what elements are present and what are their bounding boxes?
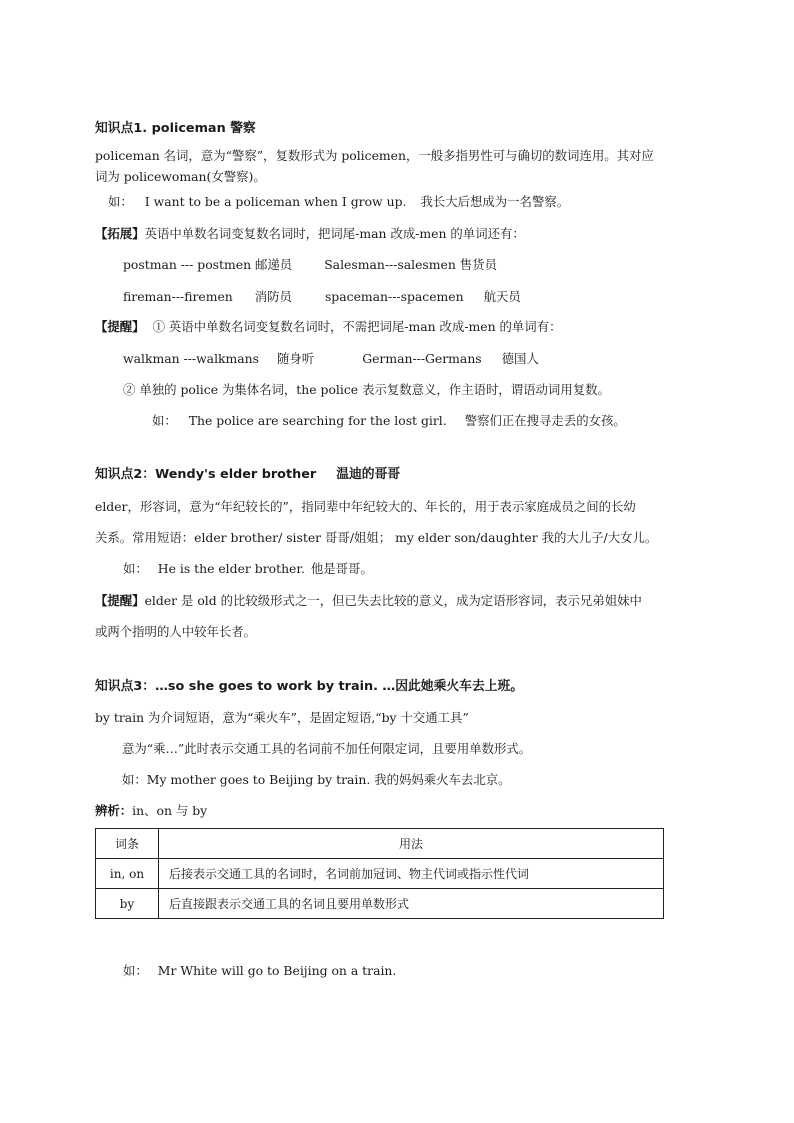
k2-example-en: He is the elder brother. — [157, 561, 305, 576]
pair-spaceman: spaceman---spacemen — [324, 289, 464, 304]
table-cell-usage: 后接表示交通工具的名词时，名词前加冠词、物主代词或指示性代词 — [159, 859, 664, 889]
k2-remind-tag: 【提醒】 — [95, 593, 145, 608]
k2-title — [95, 466, 400, 484]
k2-remind-text: elder 是 old 的比较级形式之一，但已失去比较的意义，成为定语形容词，表示兄弟姐妹中 — [144, 593, 642, 608]
k2-example — [123, 560, 373, 578]
k1-line2: 词为 policewoman(女警察)。 — [95, 169, 266, 184]
k1-pairs-row3 — [123, 350, 539, 368]
table-cell-term: by — [96, 889, 159, 919]
pair-fireman: fireman---firemen — [123, 289, 233, 304]
k3-compare — [95, 802, 207, 820]
pair-fireman-zh: 消防员 — [254, 289, 292, 304]
k1-example — [108, 193, 569, 211]
pair-postman: postman --- postmen 邮递员 — [123, 257, 293, 272]
k1-pairs-row1 — [123, 256, 497, 274]
pair-german-zh: 德国人 — [501, 351, 539, 366]
pair-german: German---Germans — [362, 351, 482, 366]
k1-expand — [95, 225, 525, 243]
pair-walkman-zh: 随身听 — [277, 351, 315, 366]
pair-salesman: Salesman---salesmen 售货员 — [324, 257, 497, 272]
example-zh: 我长大后想成为一名警察。 — [420, 194, 570, 209]
table-header-cell: 词条 — [96, 829, 159, 859]
k2-line1: elder，形容词，意为“年纪较长的”，指同辈中年纪较大的、年长的，用于表示家庭成员之间的长幼 — [95, 499, 636, 514]
k1-pairs-row2 — [123, 288, 521, 306]
table-cell-term: in, on — [96, 859, 159, 889]
k3-title: 知识点3：…so she goes to work by train. …因此她乘火车去上班。 — [95, 679, 524, 694]
remind-tag: 【提醒】 — [95, 319, 145, 334]
usage-table — [95, 828, 664, 919]
k3-example-text: My mother goes to Beijing by train. 我的妈妈乘火车去北京。 — [146, 772, 511, 787]
k2-line2: 关系。常用短语：elder brother/ sister 哥哥/姐姐； my elder son/daughter 我的大儿子/大女儿。 — [95, 530, 658, 545]
table-cell-usage: 后直接跟表示交通工具的名词且要用单数形式 — [159, 889, 664, 919]
table-header-row — [96, 829, 664, 859]
expand-tag: 【拓展】 — [95, 226, 145, 241]
k3-example-label: 如： — [122, 772, 147, 787]
pair-walkman: walkman ---walkmans — [123, 351, 260, 366]
k2-remind — [95, 592, 642, 610]
k1-example2 — [152, 412, 626, 430]
pair-spaceman-zh: 航天员 — [483, 289, 521, 304]
k1-line1: policeman 名词，意为“警察”，复数形式为 policemen，一般多指男性可与确切的数词连用。其对应 — [95, 148, 654, 163]
k1-title: 知识点1. policeman 警察 — [95, 121, 256, 136]
expand-text: 英语中单数名词变复数名词时，把词尾-man 改成-men 的单词还有： — [144, 226, 525, 241]
k2-title-zh: 温迪的哥哥 — [336, 467, 401, 482]
table-header-cell: 用法 — [159, 829, 664, 859]
compare-label: 辨析： — [95, 803, 133, 818]
example2-label: 如： — [152, 413, 177, 428]
example2-en: The police are searching for the lost girl. — [188, 413, 447, 428]
k2-example-zh: 他是哥哥。 — [310, 561, 373, 576]
k2-title-en: 知识点2：Wendy's elder brother — [95, 467, 317, 482]
k3-example2-label: 如： — [123, 963, 148, 978]
k3-line2: 意为“乘…”此时表示交通工具的名词前不加任何限定词，且要用单数形式。 — [122, 741, 532, 756]
k2-remind-line2: 或两个指明的人中较年长者。 — [95, 624, 257, 639]
k3-example2 — [123, 962, 396, 980]
k1-remind1 — [95, 318, 561, 336]
remind1-text: ① 英语中单数名词变复数名词时，不需把词尾-man 改成-men 的单词有： — [152, 319, 562, 334]
table-row — [96, 859, 664, 889]
compare-text: in、on 与 by — [132, 803, 208, 818]
k3-example — [122, 771, 511, 789]
k3-example2-text: Mr White will go to Beijing on a train. — [157, 963, 397, 978]
example-en: I want to be a policeman when I grow up. — [144, 194, 407, 209]
table-row — [96, 889, 664, 919]
k1-remind2: ② 单独的 police 为集体名词，the police 表示复数意义，作主语时，谓语动词用复数。 — [123, 382, 610, 397]
k2-example-label: 如： — [123, 561, 148, 576]
example2-zh: 警察们正在搜寻走丢的女孩。 — [464, 413, 626, 428]
k3-line1: by train 为介词短语，意为“乘火车”，是固定短语,“by 十交通工具” — [95, 710, 469, 725]
example-label: 如： — [108, 194, 133, 209]
